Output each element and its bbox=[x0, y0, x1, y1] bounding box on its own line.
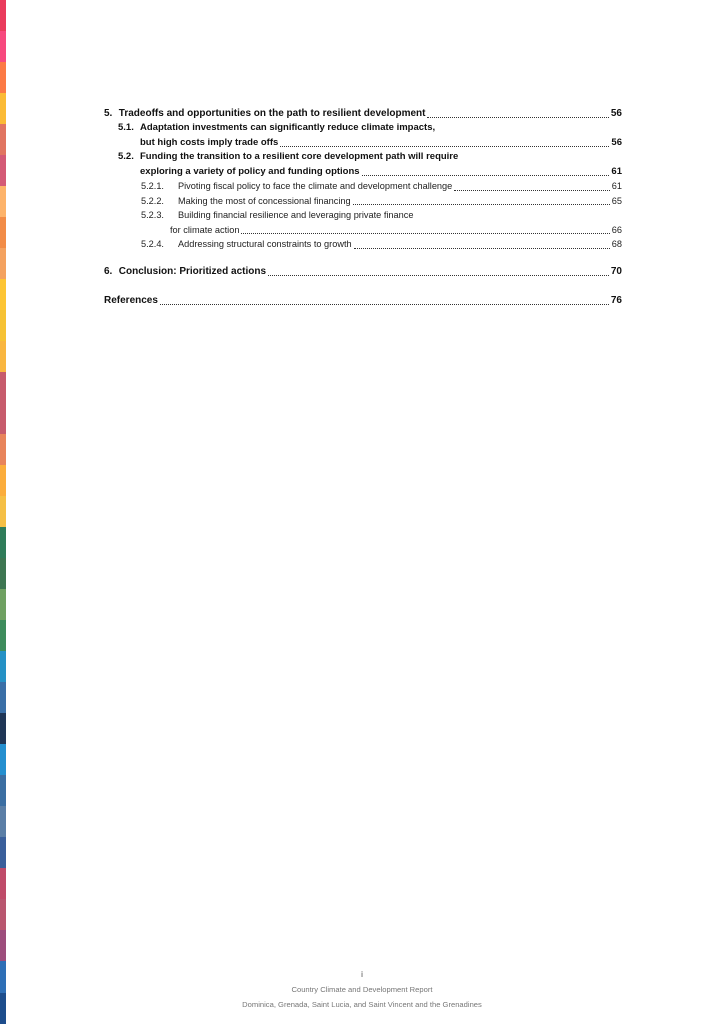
table-of-contents bbox=[104, 106, 622, 308]
toc-entry-5[interactable] bbox=[104, 106, 622, 121]
toc-title-cont: but high costs imply trade offs bbox=[140, 136, 279, 148]
toc-page: 66 bbox=[611, 224, 622, 235]
toc-entry-6[interactable] bbox=[104, 264, 622, 279]
toc-number: 5.2.4. bbox=[141, 239, 164, 249]
toc-entry-5-2-3[interactable] bbox=[104, 208, 622, 237]
dot-leader bbox=[160, 304, 609, 305]
toc-number: 5.2. bbox=[118, 151, 134, 162]
toc-entry-5-2-2[interactable] bbox=[104, 194, 622, 209]
toc-page: 65 bbox=[611, 195, 622, 206]
toc-title: Conclusion: Prioritized actions bbox=[118, 265, 267, 277]
stripe-segment bbox=[0, 527, 6, 558]
toc-entry-5-2-1[interactable] bbox=[104, 179, 622, 194]
toc-title: Pivoting fiscal policy to face the climate and development challenge bbox=[178, 181, 453, 191]
stripe-segment bbox=[0, 62, 6, 93]
stripe-segment bbox=[0, 93, 6, 124]
stripe-segment bbox=[0, 620, 6, 651]
dot-leader bbox=[268, 275, 609, 276]
toc-entry-5-2[interactable] bbox=[104, 150, 622, 179]
toc-number: 5.2.1. bbox=[141, 181, 164, 191]
toc-title: Tradeoffs and opportunities on the path to resilient development bbox=[118, 108, 426, 119]
stripe-segment bbox=[0, 310, 6, 341]
stripe-segment bbox=[0, 186, 6, 217]
dot-leader bbox=[241, 233, 609, 234]
stripe-segment bbox=[0, 868, 6, 899]
toc-entry-5-2-4[interactable] bbox=[104, 237, 622, 252]
toc-title-cont: exploring a variety of policy and funding options bbox=[140, 165, 360, 177]
toc-number: 6. bbox=[104, 265, 113, 277]
toc-number: 5.2.2. bbox=[141, 195, 164, 206]
dot-leader bbox=[362, 175, 610, 176]
toc-page: 61 bbox=[611, 165, 622, 177]
toc-entry-references[interactable] bbox=[104, 293, 622, 308]
footer-countries: Dominica, Grenada, Saint Lucia, and Saint Vincent and the Grenadines bbox=[242, 1000, 482, 1009]
stripe-segment bbox=[0, 341, 6, 372]
stripe-segment bbox=[0, 155, 6, 186]
color-stripe bbox=[0, 0, 6, 1024]
stripe-segment bbox=[0, 682, 6, 713]
stripe-segment bbox=[0, 465, 6, 496]
dot-leader bbox=[353, 204, 610, 205]
dot-leader bbox=[427, 117, 608, 118]
toc-page: 61 bbox=[611, 181, 622, 191]
page-number: i bbox=[361, 970, 363, 979]
stripe-segment bbox=[0, 651, 6, 682]
stripe-segment bbox=[0, 558, 6, 589]
toc-title: Addressing structural constraints to growth bbox=[178, 239, 352, 249]
stripe-segment bbox=[0, 713, 6, 744]
toc-page: 56 bbox=[610, 108, 622, 119]
toc-number: 5.2.3. bbox=[141, 210, 164, 220]
toc-title: Adaptation investments can significantly reduce climate impacts, bbox=[140, 122, 436, 133]
stripe-segment bbox=[0, 744, 6, 775]
stripe-segment bbox=[0, 248, 6, 279]
stripe-segment bbox=[0, 31, 6, 62]
toc-page: 76 bbox=[610, 294, 622, 306]
stripe-segment bbox=[0, 124, 6, 155]
stripe-segment bbox=[0, 434, 6, 465]
toc-page: 68 bbox=[611, 239, 622, 249]
stripe-segment bbox=[0, 403, 6, 434]
dot-leader bbox=[354, 248, 610, 249]
stripe-segment bbox=[0, 279, 6, 310]
toc-number: 5.1. bbox=[118, 122, 134, 133]
footer-report-title: Country Climate and Development Report bbox=[291, 985, 433, 994]
stripe-segment bbox=[0, 372, 6, 403]
stripe-segment bbox=[0, 589, 6, 620]
stripe-segment bbox=[0, 899, 6, 930]
toc-title-cont: for climate action bbox=[170, 224, 240, 235]
stripe-segment bbox=[0, 775, 6, 806]
stripe-segment bbox=[0, 806, 6, 837]
stripe-segment bbox=[0, 837, 6, 868]
toc-entry-5-1[interactable] bbox=[104, 121, 622, 150]
dot-leader bbox=[454, 190, 610, 191]
toc-page: 70 bbox=[610, 265, 622, 277]
toc-page: 56 bbox=[611, 136, 622, 148]
stripe-segment bbox=[0, 217, 6, 248]
toc-title: References bbox=[104, 294, 158, 306]
stripe-segment bbox=[0, 930, 6, 961]
dot-leader bbox=[280, 146, 609, 147]
stripe-segment bbox=[0, 0, 6, 31]
toc-number: 5. bbox=[104, 108, 113, 119]
toc-title: Making the most of concessional financing bbox=[178, 195, 351, 206]
stripe-segment bbox=[0, 496, 6, 527]
toc-title: Building financial resilience and leveraging private finance bbox=[178, 210, 414, 220]
toc-title: Funding the transition to a resilient core development path will require bbox=[140, 151, 459, 162]
